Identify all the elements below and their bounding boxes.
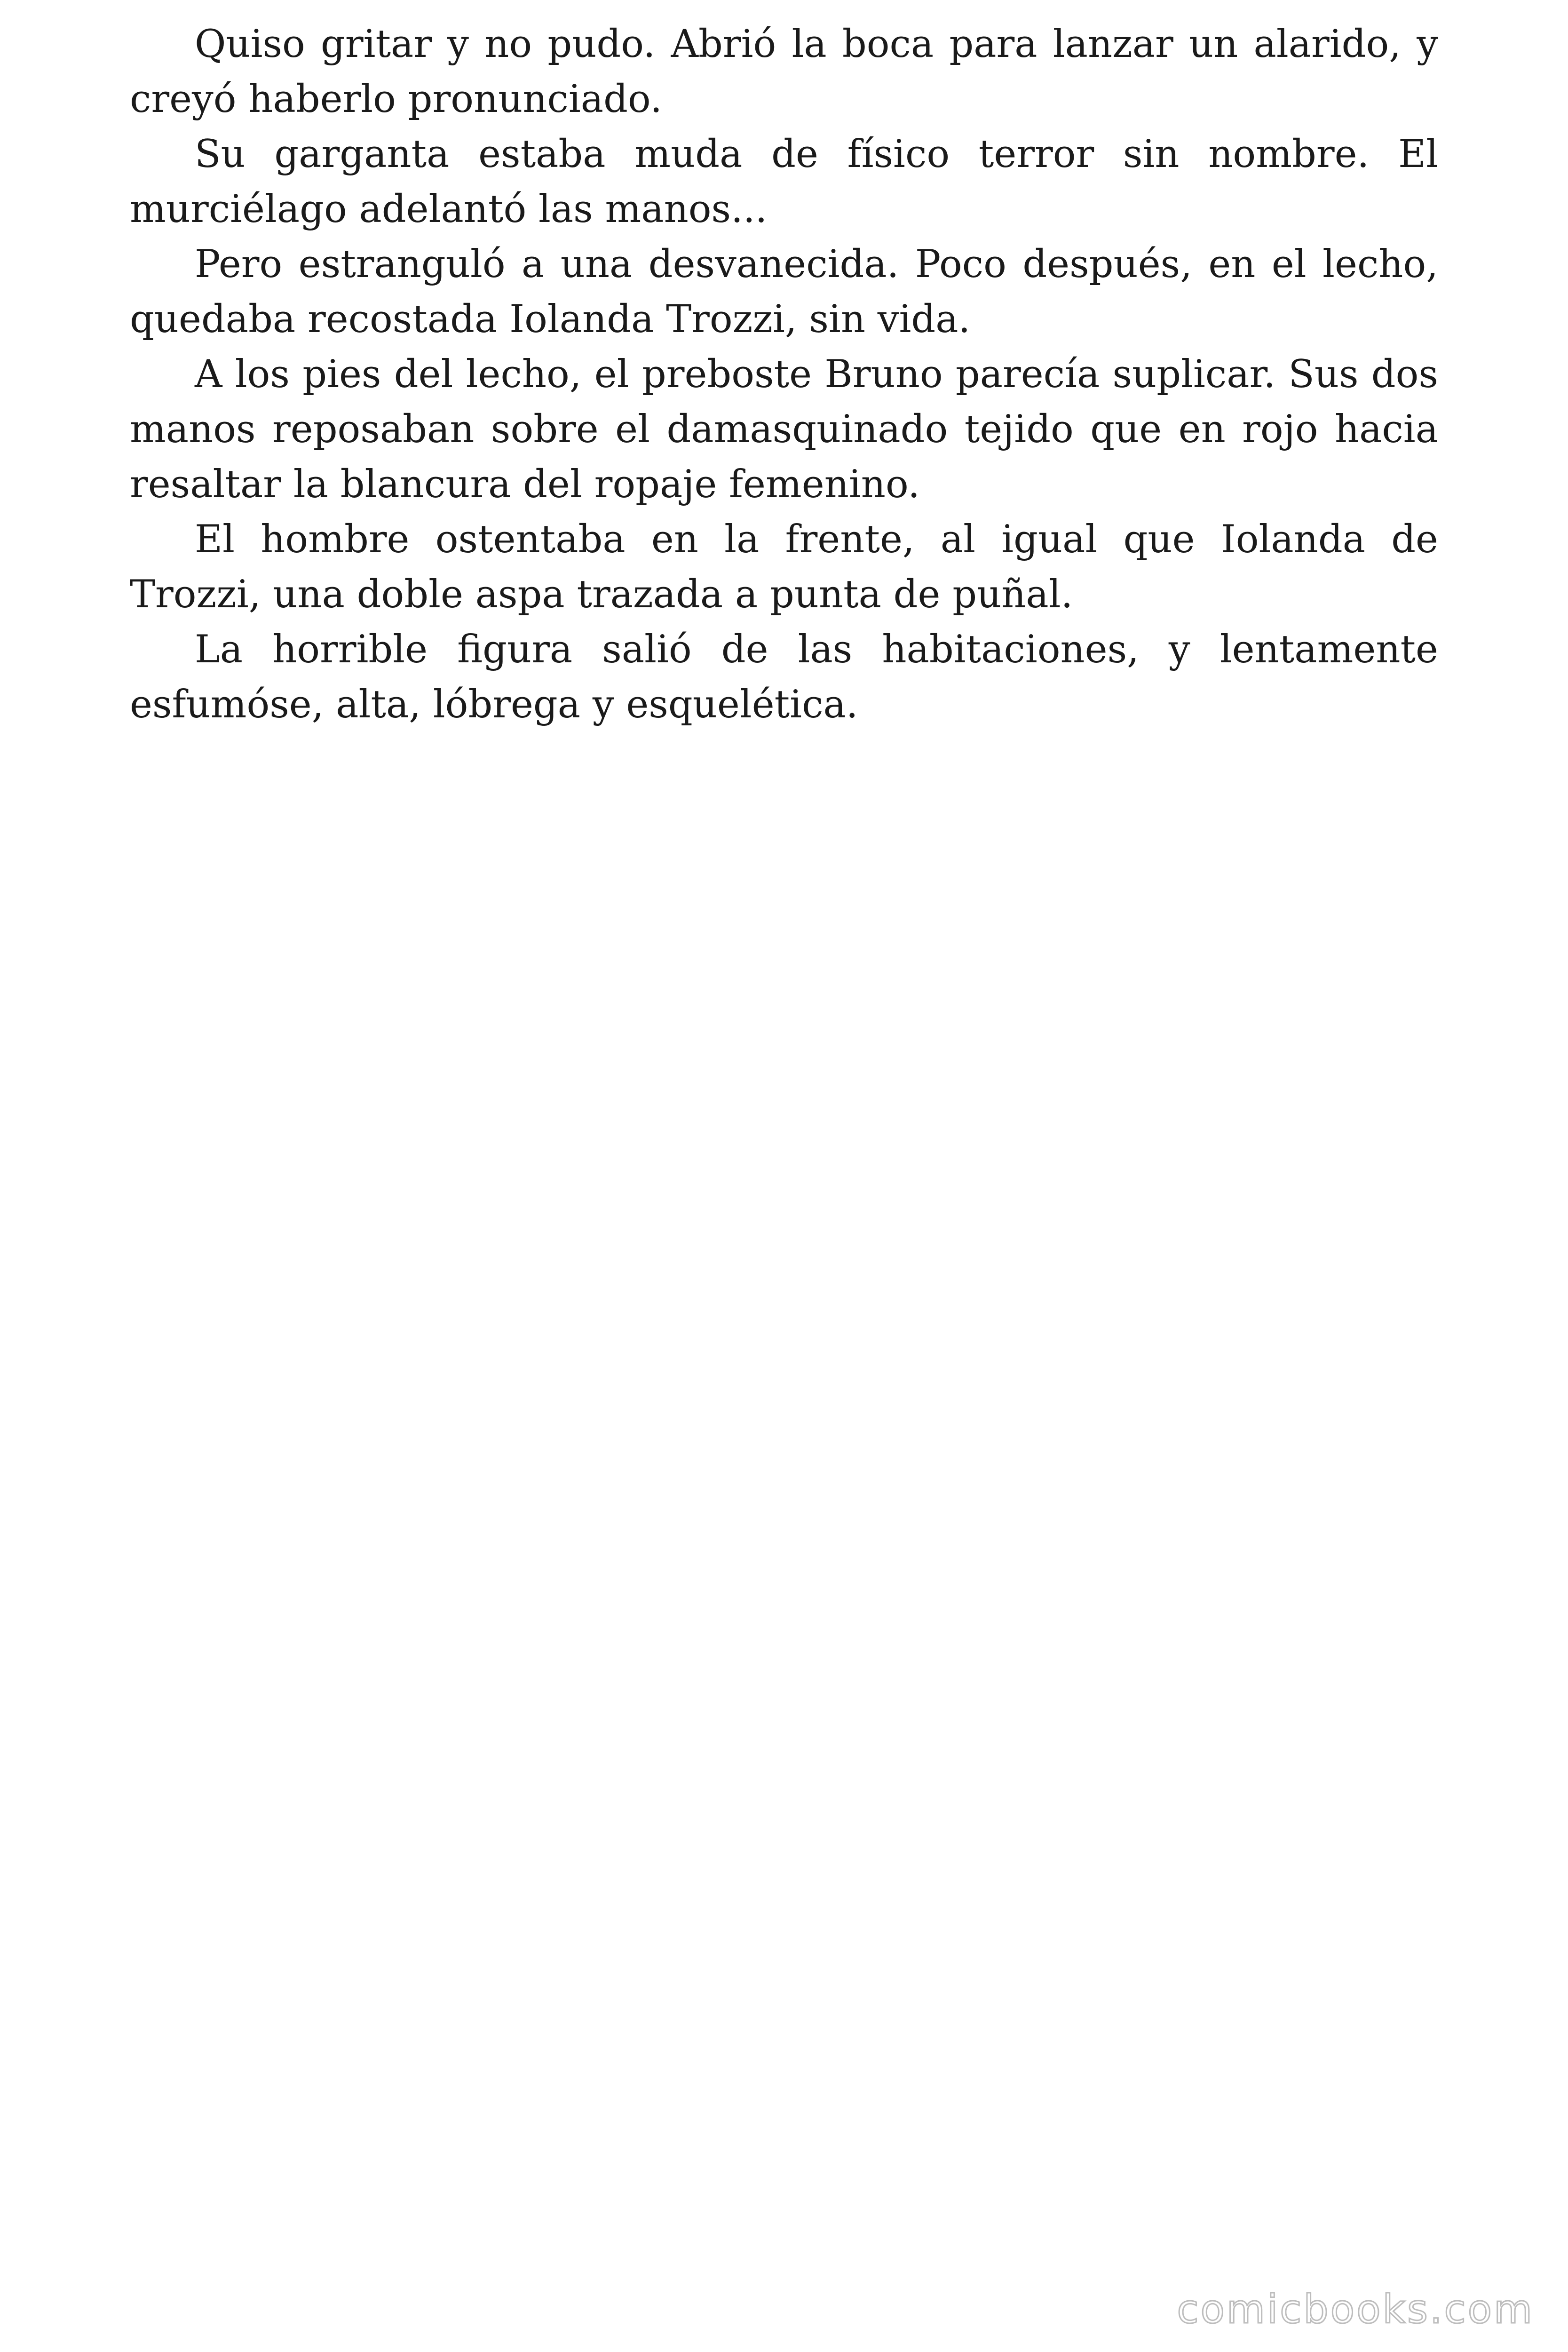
paragraph-2: Su garganta estaba muda de físico terror sin nombre. El murciélago adelantó las manos...	[130, 132, 1438, 231]
paragraph-4: A los pies del lecho, el preboste Bruno parecía suplicar. Sus dos manos reposaban sobre el damasquinado tejido que en rojo hacia resaltar la blancura del ropaje femenino.	[130, 352, 1438, 507]
watermark: comicbooks.com	[1177, 2286, 1534, 2332]
page-body	[130, 17, 1438, 732]
paragraph-3: Pero estranguló a una desvanecida. Poco después, en el lecho, quedaba recostada Iolanda Trozzi, sin vida.	[130, 242, 1438, 342]
paragraph-5: El hombre ostentaba en la frente, al igual que Iolanda de Trozzi, una doble aspa trazada a punta de puñal.	[130, 517, 1438, 617]
paragraph-6: La horrible figura salió de las habitaciones, y lentamente esfumóse, alta, lóbrega y esquelética.	[130, 628, 1438, 727]
paragraph-1: Quiso gritar y no pudo. Abrió la boca para lanzar un alarido, y creyó haberlo pronunciado.	[130, 22, 1438, 121]
